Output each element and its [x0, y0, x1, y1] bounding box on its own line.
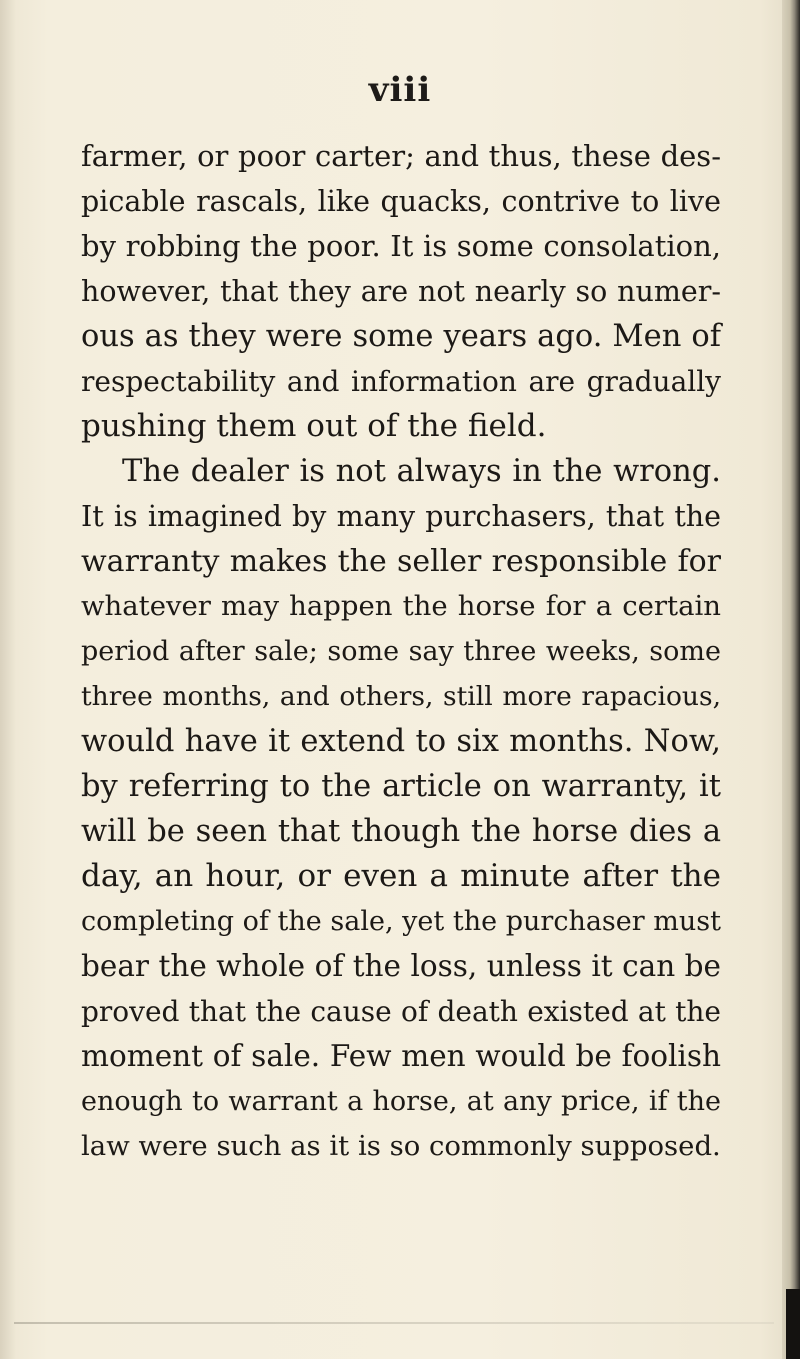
- text-line: completing of the sale, yet the purchaser must: [81, 906, 721, 937]
- text-line: bear the whole of the loss, unless it can be: [81, 949, 721, 983]
- paragraph-start-line: The dealer is not always in the wrong.: [122, 454, 721, 489]
- text-line: moment of sale. Few men would be foolish: [81, 1039, 721, 1073]
- text-line: It is imagined by many purchasers, that the: [81, 500, 721, 533]
- text-line: warranty makes the seller responsible for: [81, 544, 721, 579]
- text-line: ous as they were some years ago. Men of: [81, 319, 721, 354]
- page-number: viii: [368, 70, 432, 110]
- text-line: proved that the cause of death existed at the: [81, 995, 721, 1028]
- gutter-shadow: [0, 0, 16, 1359]
- text-line: by robbing the poor. It is some consolation,: [81, 229, 721, 263]
- text-line: would have it extend to six months. Now,: [81, 724, 721, 759]
- body-text: [81, 134, 721, 1169]
- page-edge-dark-corner: [786, 1289, 800, 1359]
- paragraph-end-line: law were such as it is so commonly supposed.: [81, 1130, 721, 1162]
- text-line: picable rascals, like quacks, contrive to live: [81, 185, 721, 218]
- page-edge: [782, 0, 800, 1359]
- text-line: period after sale; some say three weeks, some: [81, 636, 721, 667]
- text-line: enough to warrant a horse, at any price, if the: [81, 1086, 721, 1117]
- text-line: day, an hour, or even a minute after the: [81, 858, 721, 894]
- text-line: will be seen that though the horse dies a: [81, 814, 721, 849]
- text-line: however, that they are not nearly so numer-: [81, 275, 721, 308]
- page-bottom-edge: [14, 1322, 774, 1324]
- text-line: whatever may happen the horse for a certain: [81, 590, 721, 622]
- text-line: by referring to the article on warranty, it: [81, 769, 721, 804]
- text-line: farmer, or poor carter; and thus, these des-: [81, 139, 721, 173]
- text-line: respectability and information are gradually: [81, 365, 721, 398]
- text-line: three months, and others, still more rapacious,: [81, 681, 721, 712]
- paragraph-end-line: pushing them out of the field.: [81, 408, 547, 444]
